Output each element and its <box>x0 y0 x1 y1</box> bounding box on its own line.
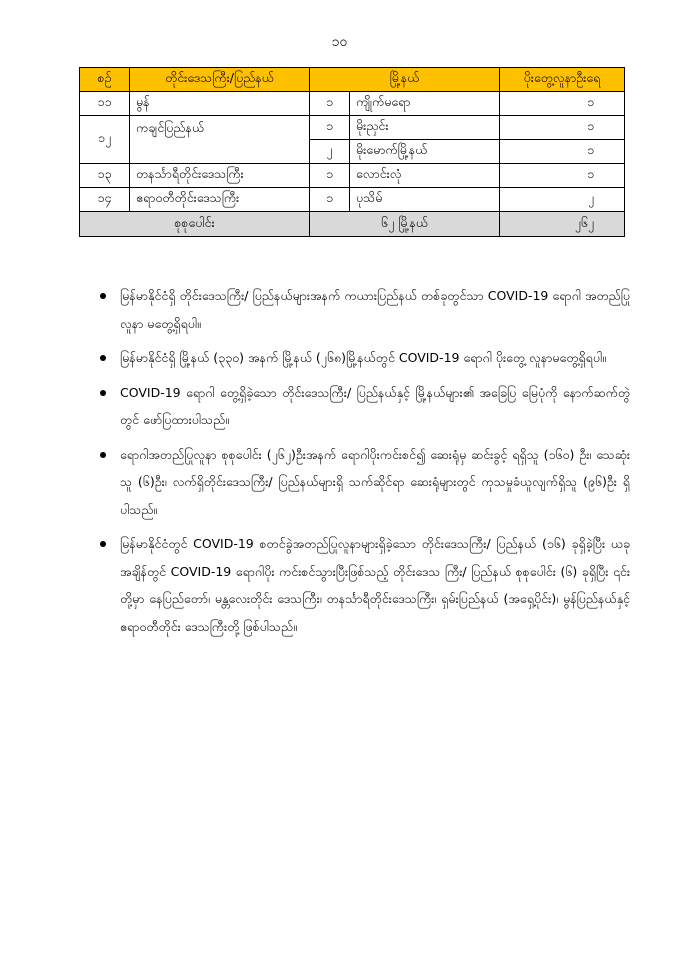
header-region: တိုင်းဒေသကြီး/ပြည်နယ် <box>130 68 310 92</box>
bullet-dot-icon <box>100 541 106 547</box>
row-no: ၁၄ <box>80 188 130 212</box>
bullet-item <box>100 379 630 434</box>
row-township: ပုသိမ် <box>350 188 500 212</box>
row-no: ၁၃ <box>80 164 130 188</box>
bullet-item <box>100 441 630 524</box>
row-region: ဧရာဝတီတိုင်းဒေသကြီး <box>130 188 310 212</box>
row-count: ၁ <box>500 140 625 164</box>
table-row <box>80 92 625 116</box>
header-no: စဉ် <box>80 68 130 92</box>
row-township: မိုးညှင်း <box>350 116 500 140</box>
table-row <box>80 188 625 212</box>
bullet-text: ရောဂါအတည်ပြုလူနာ စုစုပေါင်း (၂၆၂)ဦးအနက် ရောဂါပိုးကင်းစင်၍ ဆေးရုံမှ ဆင်းခွင့် ရရှိသူ (၁၆၀) ဦး၊ သေဆုံးသူ (၆)ဦး၊ လက်ရှိတိုင်းဒေသကြီး/ ပြည်နယ်များရှိ သက်ဆိုင်ရာ ဆေးရုံများတွင် ကုသမှုခံယူလျက်ရှိသူ (၉၆)ဦး ရှိပါသည်။ <box>120 446 630 517</box>
row-township-no: ၁ <box>310 116 350 140</box>
table-row <box>80 116 625 140</box>
row-township-no: ၁ <box>310 92 350 116</box>
bullet-list <box>100 282 630 647</box>
row-township: မိုးမောက်မြို့နယ် <box>350 140 500 164</box>
bullet-text: မြန်မာနိုင်ငံတွင် COVID-19 စတင်ခွဲအတည်ပြုလူနာများရှိခဲ့သော တိုင်းဒေသကြီး/ ပြည်နယ် (၁၆) ခုရှိခဲ့ပြီး ယခုအချိန်တွင် COVID-19 ရောဂါပိုး ကင်းစင်သွားပြီးဖြစ်သည့် တိုင်းဒေသ ကြီး/ ပြည်နယ် စုစုပေါင်း (၆) ခုရှိပြီး ၎င်းတို့မှာ နေပြည်တော်၊ မန္တလေးတိုင်း ဒေသကြီး၊ တနင်္သာရီတိုင်းဒေသကြီး၊ ရှမ်းပြည်နယ် (အရှေ့ပိုင်း)၊ မွန်ပြည်နယ်နှင့် ဧရာဝတီတိုင်း ဒေသကြီးတို့ ဖြစ်ပါသည်။ <box>120 536 630 634</box>
bullet-dot-icon <box>100 355 106 361</box>
total-label: စုစုပေါင်း <box>80 212 310 237</box>
row-township: ကျိုက်မရော <box>350 92 500 116</box>
row-count: ၁ <box>500 92 625 116</box>
row-count: ၁ <box>500 164 625 188</box>
table-row <box>80 164 625 188</box>
header-township: မြို့နယ် <box>310 68 500 92</box>
bullet-item <box>100 282 630 337</box>
bullet-text: မြန်မာနိုင်ငံရှိ မြို့နယ် (၃၃၀) အနက် မြို့နယ် (၂၆၈)မြို့နယ်တွင် COVID-19 ရောဂါ ပိုးတွေ့ လူနာမတွေ့ရှိရပါ။ <box>120 350 606 365</box>
row-no: ၁၂ <box>80 116 130 164</box>
row-township-no: ၂ <box>310 140 350 164</box>
header-count: ပိုးတွေ့လူနာဦးရေ <box>500 68 625 92</box>
bullet-dot-icon <box>100 390 106 396</box>
bullet-text: မြန်မာနိုင်ငံရှိ တိုင်းဒေသကြီး/ ပြည်နယ်များအနက် ကယားပြည်နယ် တစ်ခုတွင်သာ COVID-19 ရောဂါ အတည်ပြုလူနာ မတွေ့ရှိရပါ။ <box>120 288 630 331</box>
total-row <box>80 212 625 237</box>
row-township-no: ၁ <box>310 188 350 212</box>
row-region: ကချင်ပြည်နယ် <box>130 116 310 164</box>
row-township: လောင်းလုံ <box>350 164 500 188</box>
row-no: ၁၁ <box>80 92 130 116</box>
row-township-no: ၁ <box>310 164 350 188</box>
page-number: ၁၀ <box>331 34 348 50</box>
cases-table <box>79 67 625 237</box>
bullet-text: COVID-19 ရောဂါ တွေ့ရှိခဲ့သော တိုင်းဒေသကြီး/ ပြည်နယ်နှင့် မြို့နယ်များ၏ အခြေပြ မြေပုံကို နောက်ဆက်တွဲတွင် ဖော်ပြထားပါသည်။ <box>120 384 630 427</box>
bullet-item <box>100 530 630 640</box>
total-townships: ၆၂ မြို့နယ် <box>310 212 500 237</box>
row-region: တနင်္သာရီတိုင်းဒေသကြီး <box>130 164 310 188</box>
row-region: မွန် <box>130 92 310 116</box>
bullet-dot-icon <box>100 452 106 458</box>
row-count: ၁ <box>500 116 625 140</box>
bullet-dot-icon <box>100 293 106 299</box>
row-count: ၂ <box>500 188 625 212</box>
total-count: ၂၆၂ <box>500 212 625 237</box>
table-header-row <box>80 68 625 92</box>
bullet-item <box>100 344 630 372</box>
